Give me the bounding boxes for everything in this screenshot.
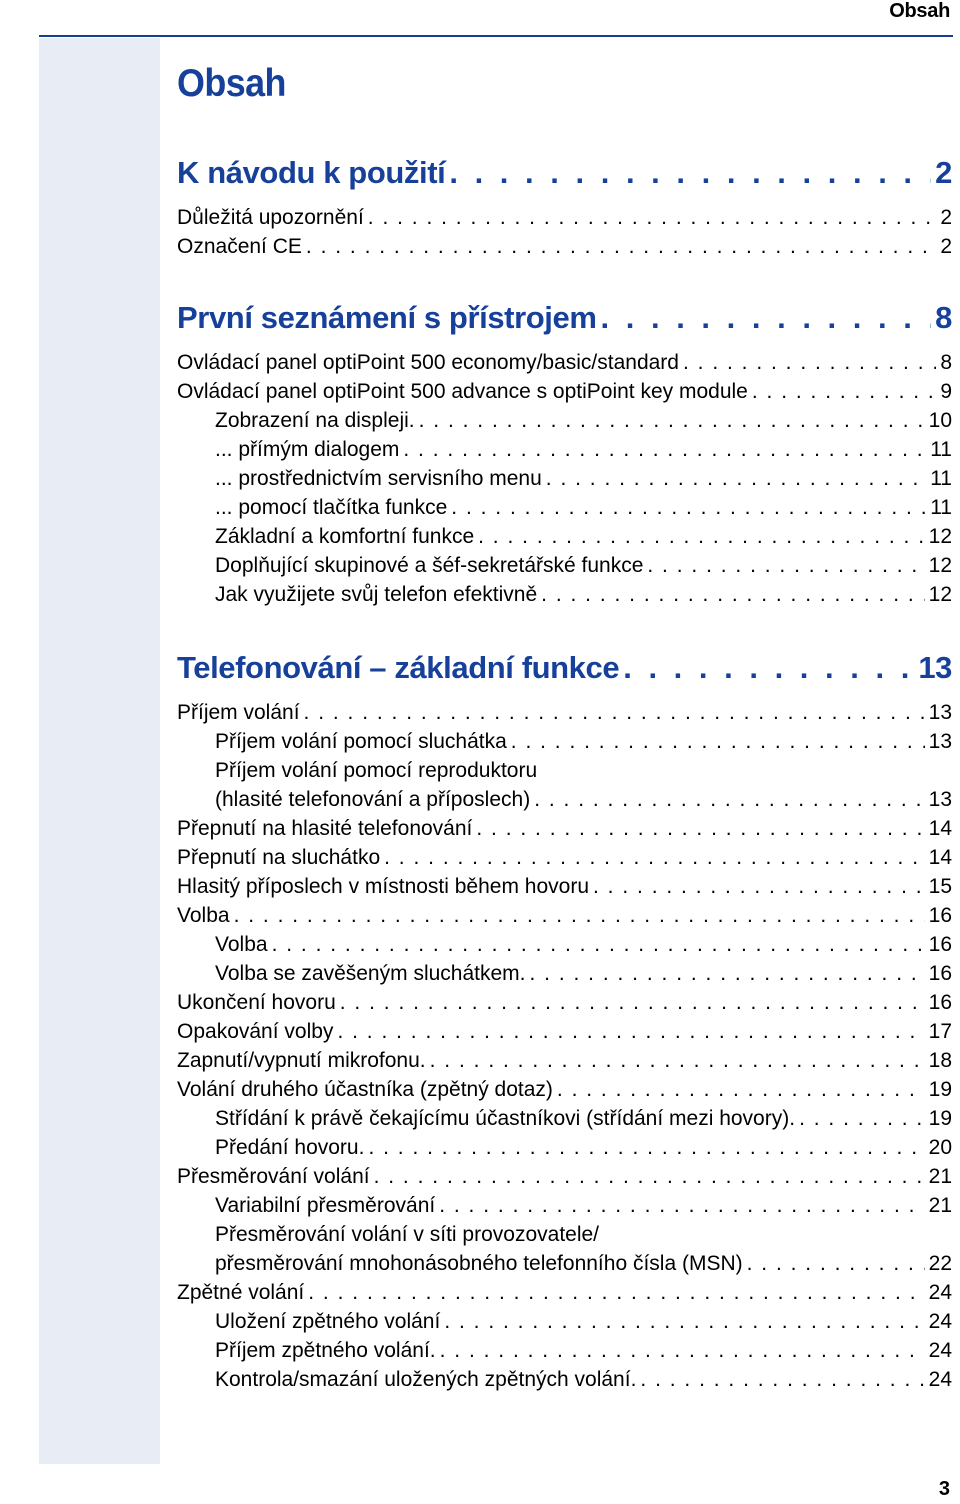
toc-entry-page-number: 21 [928, 1194, 952, 1217]
toc-section-heading[interactable] [177, 155, 952, 191]
dot-leader [272, 930, 925, 959]
toc-entry-title: Jak využijete svůj telefon efektivně [215, 583, 538, 606]
toc-entry-title: Telefonování – základní funkce [177, 650, 620, 685]
toc-entry-page-number: 15 [928, 875, 952, 898]
toc-entry-title: Základní a komfortní funkce [215, 525, 475, 548]
toc-entry-title: Přesměrování volání v síti provozovatele/ [215, 1223, 600, 1246]
toc-entry-title: Zapnutí/vypnutí mikrofonu. [177, 1049, 426, 1072]
dot-leader [593, 872, 925, 901]
sidebar-strip [39, 38, 160, 1464]
toc-entry-title: Doplňující skupinové a šéf-sekretářské funkce [215, 554, 644, 577]
toc-entry-title: Přesměrování volání [177, 1165, 370, 1188]
dot-leader [476, 814, 924, 843]
toc-entry[interactable] [215, 406, 952, 435]
toc-entry[interactable] [215, 435, 952, 464]
dot-leader [647, 551, 924, 580]
dot-leader [368, 203, 937, 232]
dot-leader [234, 901, 925, 930]
toc-entry-page-number: 11 [930, 438, 952, 461]
toc-entry[interactable] [215, 522, 952, 551]
toc-entry-page-number: 16 [928, 991, 952, 1014]
toc-entry[interactable] [215, 1133, 952, 1162]
toc-entry-page-number: 18 [928, 1049, 952, 1072]
toc-entry[interactable] [177, 348, 952, 377]
toc-entry-title: Příjem volání pomocí reproduktoru [215, 759, 538, 782]
toc-entry-title: Příjem volání pomocí sluchátka [215, 730, 507, 753]
toc-entry[interactable] [215, 464, 952, 493]
dot-leader [640, 1365, 924, 1394]
toc-entry[interactable] [215, 580, 952, 609]
dot-leader [799, 1104, 925, 1133]
dot-leader [340, 988, 925, 1017]
toc-entry[interactable] [215, 1191, 952, 1220]
toc-entry[interactable] [177, 901, 952, 930]
dot-leader [449, 155, 931, 191]
toc-entry-title: Volba [215, 933, 268, 956]
toc-entry-title: ... pomocí tlačítka funkce [215, 496, 448, 519]
toc-entry-title: Označení CE [177, 235, 302, 258]
toc-entry-page-number: 24 [928, 1281, 952, 1304]
toc-entry-title: Příjem volání [177, 701, 300, 724]
toc-entry-page-number: 2 [940, 235, 952, 258]
toc-entry-title: Střídání k právě čekajícímu účastníkovi (střídání mezi hovory). [215, 1107, 796, 1130]
toc-entry-title: Zpětné volání [177, 1281, 305, 1304]
toc-entry-page-number: 11 [930, 496, 952, 519]
toc-entry-page-number: 12 [928, 583, 952, 606]
dot-leader [337, 1017, 924, 1046]
toc-entry[interactable] [215, 1249, 952, 1278]
dot-leader [511, 727, 925, 756]
dot-leader [439, 1191, 924, 1220]
toc-entry-title: Variabilní přesměrování [215, 1194, 436, 1217]
toc-entry-title: Zobrazení na displeji. [215, 409, 415, 432]
toc-entry[interactable] [215, 930, 952, 959]
toc-entry-page-number: 13 [928, 730, 952, 753]
toc-entry[interactable] [215, 1220, 952, 1249]
toc-entry-title: Volání druhého účastníka (zpětný dotaz) [177, 1078, 553, 1101]
header-rule [39, 35, 953, 37]
toc-entry-page-number: 9 [940, 380, 952, 403]
toc-entry-page-number: 13 [928, 701, 952, 724]
toc-entry-page-number: 8 [935, 300, 952, 335]
dot-leader [403, 435, 926, 464]
toc-entry[interactable] [177, 1046, 952, 1075]
dot-leader [306, 232, 936, 261]
toc-entry-page-number: 14 [928, 846, 952, 869]
toc-entry-page-number: 19 [928, 1107, 952, 1130]
toc-entry[interactable] [177, 698, 952, 727]
toc-entry[interactable] [177, 1075, 952, 1104]
toc-entry-title: ... přímým dialogem [215, 438, 400, 461]
toc-entry[interactable] [215, 1307, 952, 1336]
toc-entry-page-number: 8 [940, 351, 952, 374]
toc-entry-page-number: 24 [928, 1310, 952, 1333]
toc-entry[interactable] [215, 1104, 952, 1133]
toc-entry[interactable] [177, 203, 952, 232]
dot-leader [747, 1249, 925, 1278]
dot-leader [683, 348, 936, 377]
dot-leader [752, 377, 936, 406]
toc-entry-page-number: 16 [928, 933, 952, 956]
dot-leader [623, 650, 914, 686]
toc-entry[interactable] [215, 1336, 952, 1365]
running-header: Obsah [889, 0, 950, 22]
toc-entry-page-number: 16 [928, 904, 952, 927]
dot-leader [430, 1046, 925, 1075]
toc-entry-page-number: 14 [928, 817, 952, 840]
toc-entry[interactable] [177, 1017, 952, 1046]
dot-leader [440, 1336, 925, 1365]
toc-entry-title: Ukončení hovoru [177, 991, 336, 1014]
toc-entry-page-number: 12 [928, 525, 952, 548]
dot-leader [304, 698, 925, 727]
toc-entry[interactable] [215, 756, 952, 785]
dot-leader [557, 1075, 925, 1104]
toc-entry-page-number: 11 [930, 467, 952, 490]
toc-entry[interactable] [177, 1162, 952, 1191]
toc-entry-title: Přepnutí na hlasité telefonování [177, 817, 473, 840]
toc-entry-title: Důležitá upozornění [177, 206, 364, 229]
dot-leader [368, 1133, 924, 1162]
toc-entry[interactable] [215, 1365, 952, 1394]
toc-entry-page-number: 2 [940, 206, 952, 229]
toc-entry-title: Ovládací panel optiPoint 500 advance s optiPoint key module [177, 380, 748, 403]
dot-leader [444, 1307, 924, 1336]
toc-entry-title: Příjem zpětného volání. [215, 1339, 436, 1362]
toc-entry[interactable] [177, 843, 952, 872]
toc-entry-page-number: 19 [928, 1078, 952, 1101]
toc-entry[interactable] [177, 1278, 952, 1307]
toc-entry[interactable] [177, 814, 952, 843]
dot-leader [374, 1162, 925, 1191]
toc-entry-page-number: 20 [928, 1136, 952, 1159]
toc-entry[interactable] [215, 493, 952, 522]
toc-entry[interactable] [215, 785, 952, 814]
toc-entry-title: Ovládací panel optiPoint 500 economy/basic/standard [177, 351, 679, 374]
toc-entry-page-number: 24 [928, 1339, 952, 1362]
toc-entry-page-number: 24 [928, 1368, 952, 1391]
toc-entry-title: Uložení zpětného volání [215, 1310, 441, 1333]
toc-entry-page-number: 13 [928, 788, 952, 811]
toc-entry-page-number: 2 [935, 155, 952, 190]
toc-entry-title: ... prostřednictvím servisního menu [215, 467, 542, 490]
toc-entry-title: K návodu k použití [177, 155, 446, 190]
toc-entry-page-number: 13 [918, 650, 952, 685]
dot-leader [308, 1278, 924, 1307]
toc-entry[interactable] [215, 959, 952, 988]
toc-entry[interactable] [177, 377, 952, 406]
dot-leader [534, 785, 924, 814]
dot-leader [530, 959, 925, 988]
page-title: Obsah [177, 62, 286, 105]
toc-entry-title: Kontrola/smazání uložených zpětných volání. [215, 1368, 637, 1391]
toc-entry-title: Hlasitý příposlech v místnosti během hovoru [177, 875, 590, 898]
dot-leader [384, 843, 925, 872]
page-number: 3 [938, 1478, 950, 1500]
toc-entry-title: První seznámení s přístrojem [177, 300, 597, 335]
toc-section-heading[interactable] [177, 650, 952, 686]
toc-entry-page-number: 12 [928, 554, 952, 577]
toc-entry[interactable] [215, 727, 952, 756]
toc-entry-title: Předání hovoru. [215, 1136, 365, 1159]
toc-entry-title: Přepnutí na sluchátko [177, 846, 381, 869]
toc-entry-page-number: 16 [928, 962, 952, 985]
toc-entry-page-number: 17 [928, 1020, 952, 1043]
toc-section-heading[interactable] [177, 300, 952, 336]
dot-leader [478, 522, 925, 551]
dot-leader [419, 406, 925, 435]
dot-leader [451, 493, 926, 522]
dot-leader [541, 580, 924, 609]
toc-entry-page-number: 22 [928, 1252, 952, 1275]
dot-leader [601, 300, 932, 336]
toc-entry-title: Opakování volby [177, 1020, 334, 1043]
toc-entry-title: (hlasité telefonování a příposlech) [215, 788, 531, 811]
toc-entry-page-number: 10 [928, 409, 952, 432]
toc-entry[interactable] [177, 988, 952, 1017]
toc-entry[interactable] [177, 872, 952, 901]
toc-entry-title: přesměrování mnohonásobného telefonního čísla (MSN) [215, 1252, 743, 1275]
toc-entry[interactable] [177, 232, 952, 261]
toc-entry[interactable] [215, 551, 952, 580]
toc-entry-title: Volba se zavěšeným sluchátkem. [215, 962, 526, 985]
dot-leader [546, 464, 926, 493]
toc-entry-title: Volba [177, 904, 230, 927]
toc-entry-page-number: 21 [928, 1165, 952, 1188]
